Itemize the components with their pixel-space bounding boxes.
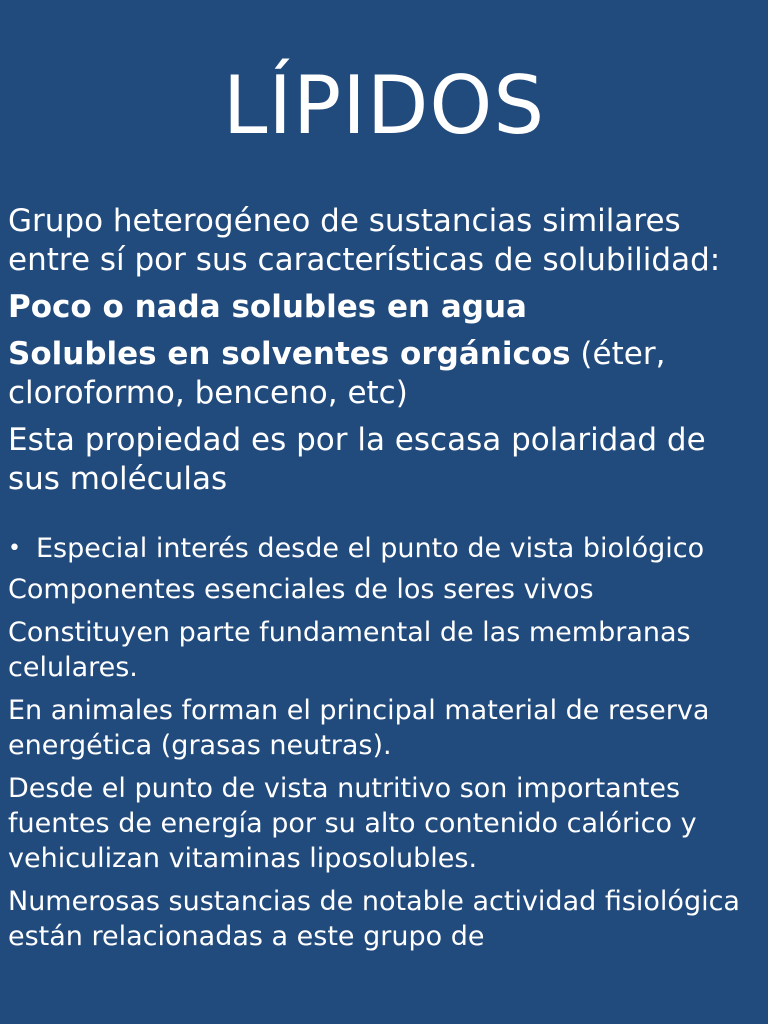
bullet-text: Especial interés desde el punto de vista biológico: [36, 533, 705, 564]
polarity-paragraph: Esta propiedad es por la escasa polaridad de sus moléculas: [8, 422, 706, 497]
property-soluble-organic-examples: (éter, cloroformo, benceno, etc): [8, 336, 666, 411]
point-energy-reserve: En animales forman el principal material de reserva energética (grasas neutras).: [8, 695, 710, 761]
property-soluble-organic: [8, 335, 760, 413]
property-soluble-organic-bold: Solubles en solventes orgánicos: [8, 336, 571, 372]
point-physiological-activity: Numerosas sustancias de notable actividad fisiológica están relacionadas a este grupo de: [8, 886, 740, 952]
point-nutritive-value: Desde el punto de vista nutritivo son importantes fuentes de energía por su alto contenido calórico y vehiculizan vitaminas liposolubles.: [8, 773, 697, 874]
bullet-dot-icon: •: [8, 536, 21, 561]
property-insoluble-water: Poco o nada solubles en agua: [8, 289, 527, 325]
slide-title: LÍPIDOS: [222, 59, 546, 152]
point-essential-components: Componentes esenciales de los seres vivos: [8, 574, 594, 605]
intro-paragraph: Grupo heterogéneo de sustancias similares entre sí por sus características de solubilidad:: [8, 203, 721, 278]
bullet-item: [8, 531, 760, 566]
slide-body: [8, 202, 760, 962]
point-cell-membranes: Constituyen parte fundamental de las membranas celulares.: [8, 617, 691, 683]
